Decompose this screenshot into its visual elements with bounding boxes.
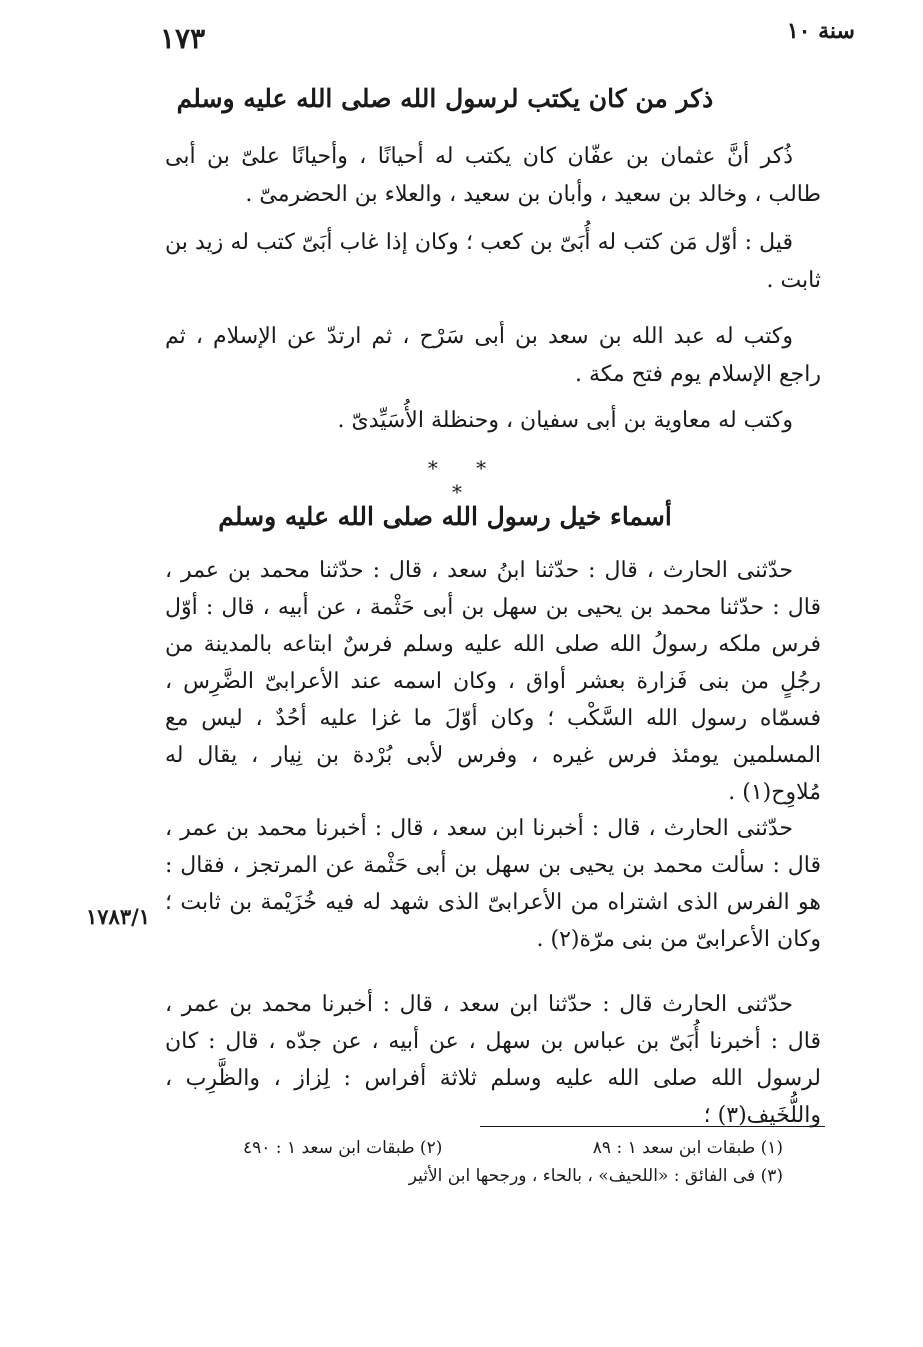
section-separator: * * * [427, 456, 503, 504]
margin-page-reference: ١٧٨٣/١ [86, 904, 151, 929]
footnote-3: (٣) فى الفائق : «اللحيف» ، بالحاء ، ورجحها ابن الأثير [408, 1166, 783, 1186]
paragraph: وكتب له معاوية بن أبى سفيان ، وحنظلة الأُسَيِّدىّ . [337, 408, 793, 433]
paragraph: حدّثنى الحارث ، قال : أخبرنا ابن سعد ، قال : أخبرنا محمد بن عمر ، قال : سألت محمد بن يحيى بن سهل بن أبى حَثْمة عن المرتجز ، فقال : هو الفرس الذى اشتراه من الأعرابىّ الذى شهد له فيه خُزَيْمة بن ثابت ؛ وكان الأعرابىّ من بنى مرّة(٢) . [165, 816, 821, 952]
footnote-2: (٢) طبقات ابن سعد ١ : ٤٩٠ [243, 1138, 443, 1158]
paragraph: ذُكر أنَّ عثمان بن عفّان كان يكتب له أحيانًا ، وأحيانًا علىّ بن أبى طالب ، وخالد بن سعيد ، وأبان بن سعيد ، والعلاء بن الحضرمىّ . [165, 144, 821, 207]
section-heading-scribes: ذكر من كان يكتب لرسول الله صلى الله عليه وسلم [176, 84, 714, 113]
paragraph: وكتب له عبد الله بن سعد بن أبى سَرْح ، ثم ارتدّ عن الإسلام ، ثم راجع الإسلام يوم فتح مكة . [165, 324, 821, 387]
page-number: ١٧٣ [160, 22, 206, 55]
running-header-year: سنة ١٠ [786, 18, 855, 44]
paragraph: قيل : أوّل مَن كتب له أُبَىّ بن كعب ؛ وكان إذا غاب أبَىّ كتب له زيد بن ثابت . [165, 230, 821, 293]
paragraph: حدّثنى الحارث قال : حدّثنا ابن سعد ، قال : أخبرنا محمد بن عمر ، قال : أخبرنا أُبَىّ بن عباس بن سهل ، عن أبيه ، عن جدّه ، قال : كان لرسول الله صلى الله عليه وسلم ثلاثة أفراس : لِزاز ، والظَّرِب ، واللُّخَيف(٣) ؛ [165, 992, 821, 1128]
section-heading-horses: أسماء خيل رسول الله صلى الله عليه وسلم [218, 502, 672, 531]
footnote-1: (١) طبقات ابن سعد ١ : ٨٩ [592, 1138, 783, 1158]
paragraph: حدّثنى الحارث ، قال : حدّثنا ابنُ سعد ، قال : حدّثنا محمد بن عمر ، قال : حدّثنا محمد بن يحيى بن سهل بن أبى حَثْمة ، عن أبيه ، قال : أوّل فرس ملكه رسولُ الله صلى الله عليه وسلم فرسٌ ابتاعه بالمدينة من رجُلٍ من بنى فَزارة بعشر أواق ، وكان اسمه عند الأعرابىّ الضَّرِس ، فسمّاه رسول الله السَّكْب ؛ وكان أوّلَ ما غزا عليه أحُدٌ ، ليس مع المسلمين يومئذ فرس غيره ، وفرس لأبى بُرْدة بن نِيار ، يقال له مُلاوِح(١) . [165, 558, 821, 805]
footnote-divider [480, 1126, 825, 1127]
